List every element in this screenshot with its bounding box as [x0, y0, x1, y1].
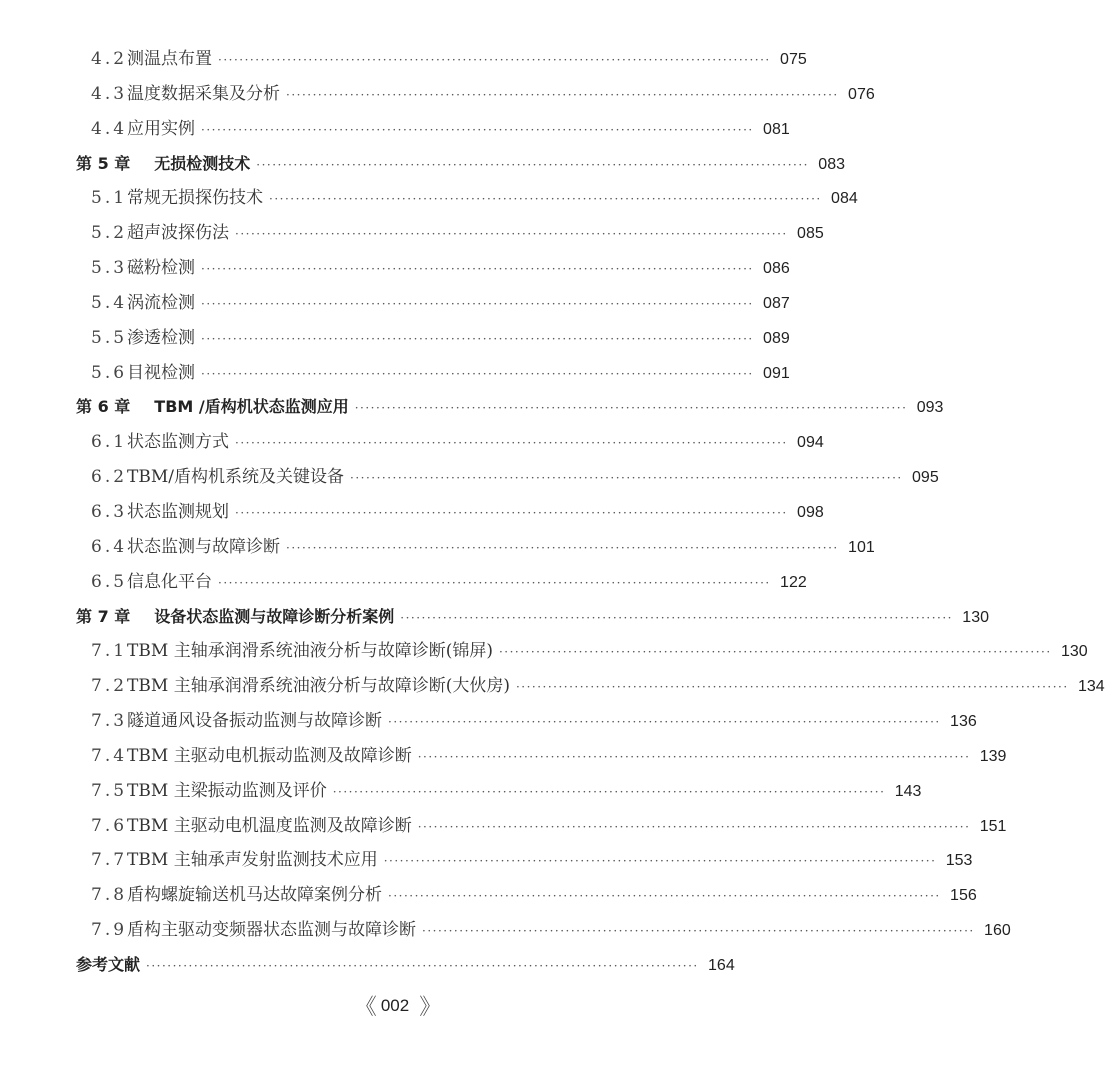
- page-reference: 130: [1060, 643, 1088, 661]
- page-reference: 156: [950, 887, 977, 905]
- dot-leader: ········································································································: [332, 784, 886, 799]
- dot-leader: ········································································································: [515, 680, 1069, 695]
- left-double-chevron-icon: 《: [354, 994, 371, 1019]
- entry-title: 渗透检测: [127, 327, 196, 348]
- page-reference: 094: [797, 434, 824, 452]
- entry-title: 温度数据采集及分析: [127, 83, 281, 104]
- dot-leader: ········································································································: [235, 227, 788, 242]
- chapter-number: 第 6 章: [76, 397, 131, 417]
- page-reference: 153: [945, 852, 973, 870]
- toc-section-entry[interactable]: [76, 530, 875, 565]
- section-number: 6.2: [91, 467, 128, 488]
- page-reference: 085: [797, 225, 824, 243]
- page-reference: 151: [979, 817, 1007, 835]
- dot-leader: ········································································································: [218, 53, 771, 67]
- page-reference: 160: [984, 922, 1011, 940]
- entry-title: 涡流检测: [127, 292, 196, 313]
- entry-title: 状态监测规划: [127, 501, 230, 522]
- section-number: 7.7: [91, 850, 128, 871]
- toc-section-entry[interactable]: [76, 321, 790, 356]
- entry-title: 设备状态监测与故障诊断分析案例: [154, 606, 395, 626]
- page-reference: 134: [1077, 678, 1105, 696]
- dot-leader: ········································································································: [383, 854, 937, 869]
- chapter-number: 第 7 章: [76, 606, 131, 626]
- section-number: 5.3: [91, 258, 128, 279]
- dot-leader: ········································································································: [388, 889, 941, 904]
- toc-section-entry[interactable]: [76, 495, 824, 530]
- toc-section-entry[interactable]: [76, 913, 1011, 948]
- toc-section-entry[interactable]: [76, 739, 1007, 774]
- entry-title: TBM /盾构机状态监测应用: [154, 397, 349, 417]
- section-number: 7.6: [91, 815, 128, 836]
- page-reference: 164: [708, 956, 735, 974]
- dot-leader: ········································································································: [286, 87, 839, 102]
- page-footer: [0, 990, 790, 1021]
- section-number: 6.3: [91, 501, 128, 522]
- dot-leader: ········································································································: [388, 715, 941, 730]
- toc-section-entry[interactable]: [76, 356, 790, 391]
- toc-section-entry[interactable]: [76, 774, 922, 809]
- entry-title: 盾构主驱动变频器状态监测与故障诊断: [127, 920, 417, 941]
- entry-title: 状态监测方式: [127, 432, 230, 453]
- dot-leader: ········································································································: [269, 192, 822, 207]
- section-number: 6.4: [91, 536, 128, 557]
- dot-leader: ········································································································: [498, 645, 1052, 660]
- page-reference: 095: [912, 469, 939, 487]
- section-number: 5.2: [91, 223, 128, 244]
- page-reference: 083: [818, 155, 845, 173]
- entry-title: 盾构螺旋输送机马达故障案例分析: [127, 885, 383, 906]
- page-reference: 086: [763, 260, 790, 278]
- dot-leader: ········································································································: [417, 749, 971, 764]
- page-reference: 122: [780, 573, 807, 591]
- page-reference: 139: [979, 747, 1007, 765]
- page-reference: 089: [763, 329, 790, 347]
- toc-section-entry[interactable]: [76, 286, 790, 321]
- entry-title: TBM 主轴承润滑系统油液分析与故障诊断(大伙房): [127, 676, 510, 697]
- section-number: 4.4: [91, 118, 128, 139]
- toc-section-entry[interactable]: [76, 251, 790, 286]
- toc-section-entry[interactable]: [76, 669, 1105, 704]
- dot-leader: ········································································································: [354, 401, 908, 416]
- dot-leader: ········································································································: [201, 296, 754, 311]
- dot-leader: ········································································································: [235, 436, 788, 451]
- entry-title: 超声波探伤法: [127, 223, 230, 244]
- toc-section-entry[interactable]: [76, 809, 1007, 844]
- toc-section-entry[interactable]: [76, 216, 824, 251]
- entry-title: 应用实例: [127, 118, 196, 139]
- toc-section-entry[interactable]: [76, 565, 807, 600]
- entry-title: 信息化平台: [127, 571, 213, 592]
- section-number: 5.4: [91, 292, 128, 313]
- section-number: 7.1: [91, 641, 128, 662]
- section-number: 4.2: [91, 49, 128, 69]
- entry-title: 无损检测技术: [154, 153, 251, 173]
- page-reference: 075: [780, 51, 807, 68]
- page-reference: 081: [763, 120, 790, 138]
- entry-title: 测温点布置: [127, 49, 213, 69]
- toc-section-entry[interactable]: [76, 425, 824, 460]
- page-reference: 143: [894, 782, 922, 800]
- section-number: 7.8: [91, 885, 128, 906]
- toc-chapter-entry[interactable]: [76, 390, 944, 425]
- page-reference: 101: [848, 538, 875, 556]
- section-number: 6.5: [91, 571, 128, 592]
- page-reference: 087: [763, 294, 790, 312]
- entry-title: TBM 主梁振动监测及评价: [127, 780, 327, 801]
- entry-title: TBM 主驱动电机温度监测及故障诊断: [127, 815, 412, 836]
- section-number: 7.3: [91, 711, 128, 732]
- toc-chapter-entry[interactable]: [76, 600, 989, 635]
- dot-leader: ········································································································: [256, 157, 809, 172]
- dot-leader: ········································································································: [201, 331, 754, 346]
- section-number: 7.5: [91, 780, 128, 801]
- dot-leader: ········································································································: [201, 122, 754, 137]
- entry-title: TBM 主轴承声发射监测技术应用: [127, 850, 378, 871]
- page-reference: 084: [831, 190, 858, 208]
- toc-section-entry[interactable]: [76, 112, 790, 147]
- dot-leader: ········································································································: [286, 540, 839, 555]
- toc-section-entry[interactable]: [76, 181, 858, 216]
- dot-leader: ········································································································: [400, 610, 953, 625]
- section-number: 5.1: [91, 188, 128, 209]
- dot-leader: ········································································································: [218, 575, 771, 590]
- toc-section-entry[interactable]: [76, 42, 807, 77]
- toc-chapter-entry[interactable]: [76, 948, 735, 983]
- section-number: 7.9: [91, 920, 128, 941]
- toc-chapter-entry[interactable]: [76, 147, 845, 182]
- chapter-number: 第 5 章: [76, 153, 131, 173]
- section-number: 5.6: [91, 362, 128, 383]
- dot-leader: ········································································································: [235, 505, 788, 520]
- toc-section-entry[interactable]: [76, 460, 939, 495]
- entry-title: 参考文献: [76, 954, 141, 974]
- toc-section-entry[interactable]: [76, 704, 977, 739]
- toc-section-entry[interactable]: [76, 77, 875, 112]
- entry-title: TBM 主驱动电机振动监测及故障诊断: [127, 745, 412, 766]
- section-number: 4.3: [91, 83, 128, 104]
- section-number: 5.5: [91, 327, 128, 348]
- entry-title: TBM 主轴承润滑系统油液分析与故障诊断(锦屏): [127, 641, 493, 662]
- dot-leader: ········································································································: [201, 262, 754, 277]
- entry-title: 磁粉检测: [127, 258, 196, 279]
- table-of-contents: [76, 42, 1105, 983]
- section-number: 7.2: [91, 676, 128, 697]
- entry-title: 目视检测: [127, 362, 196, 383]
- page-reference: 136: [950, 713, 977, 731]
- entry-title: TBM/盾构机系统及关键设备: [127, 467, 345, 488]
- entry-title: 常规无损探伤技术: [127, 188, 264, 209]
- page-number: 002: [380, 995, 410, 1015]
- entry-title: 隧道通风设备振动监测与故障诊断: [127, 711, 383, 732]
- page-reference: 098: [797, 503, 824, 521]
- section-number: 6.1: [91, 432, 128, 453]
- right-double-chevron-icon: 》: [419, 994, 436, 1019]
- dot-leader: ········································································································: [146, 958, 699, 973]
- dot-leader: ········································································································: [417, 819, 971, 834]
- toc-section-entry[interactable]: [76, 843, 973, 878]
- toc-section-entry[interactable]: [76, 634, 1088, 669]
- page-reference: 130: [962, 608, 989, 626]
- entry-title: 状态监测与故障诊断: [127, 536, 281, 557]
- page-reference: 093: [916, 399, 944, 417]
- dot-leader: ········································································································: [201, 366, 754, 381]
- section-number: 7.4: [91, 745, 128, 766]
- dot-leader: ········································································································: [350, 471, 903, 486]
- dot-leader: ········································································································: [422, 924, 975, 939]
- toc-section-entry[interactable]: [76, 878, 977, 913]
- page-reference: 076: [848, 85, 875, 103]
- page-reference: 091: [763, 364, 790, 382]
